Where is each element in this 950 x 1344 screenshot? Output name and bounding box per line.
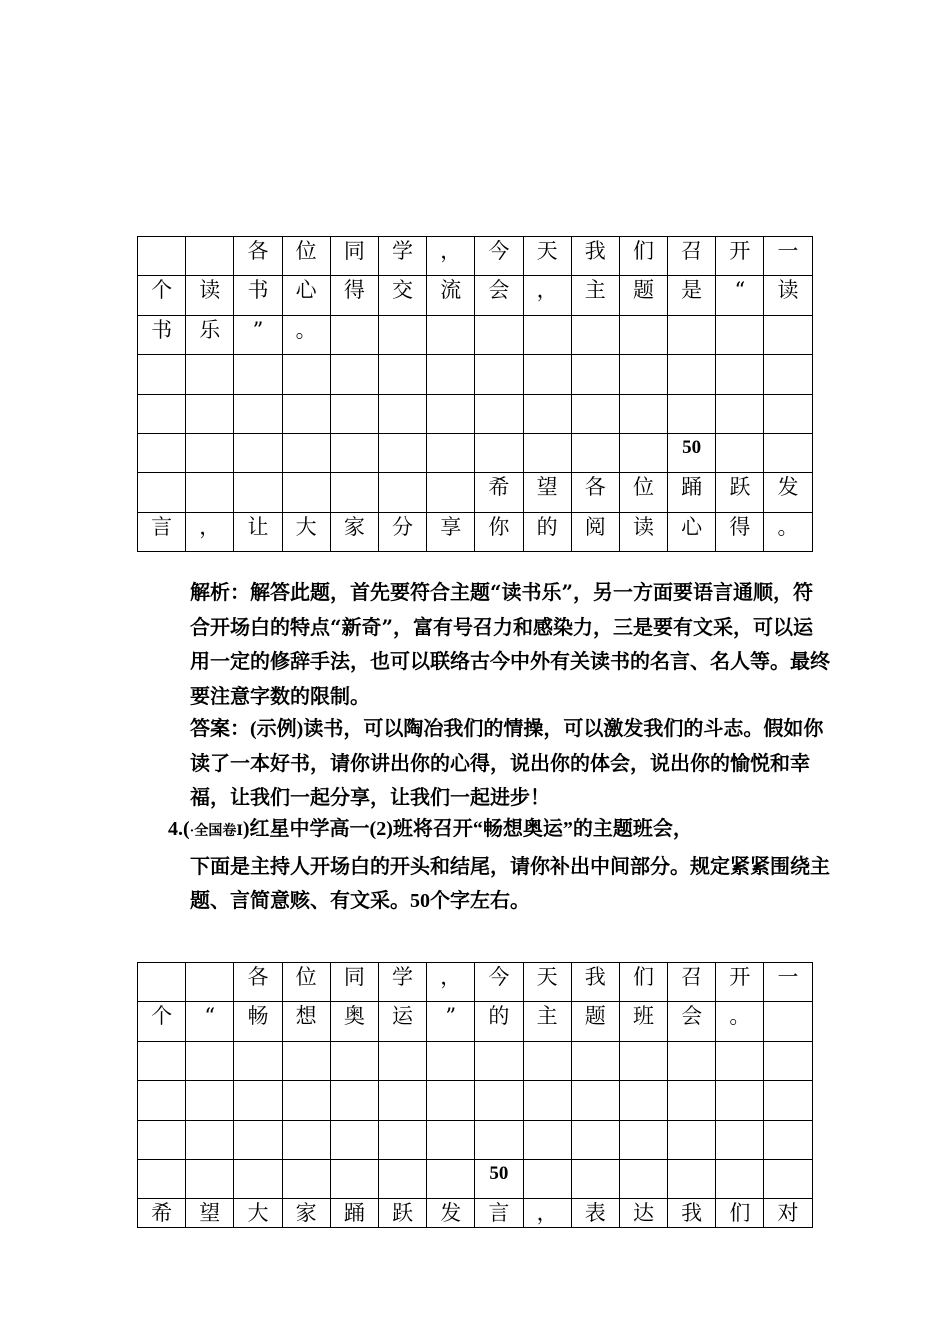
- grid-row: [138, 1002, 813, 1041]
- grid-row: [138, 355, 813, 394]
- question-number: 4.(: [168, 818, 190, 840]
- grid-cell: 望: [523, 473, 571, 512]
- grid-cell: [523, 1159, 571, 1198]
- grid-cell: [427, 1120, 475, 1159]
- grid-cell: ，: [186, 512, 234, 551]
- grid-cell: ，: [427, 963, 475, 1002]
- grid-cell: 我: [668, 1199, 716, 1228]
- grid-cell: [330, 1120, 378, 1159]
- grid-cell: 踊: [330, 1199, 378, 1228]
- grid-cell: 交: [378, 276, 426, 315]
- grid-cell: [571, 1081, 619, 1120]
- grid-cell: 一: [764, 963, 812, 1002]
- grid-cell: [619, 1159, 667, 1198]
- grid-cell: [716, 394, 764, 433]
- grid-cell: [427, 433, 475, 472]
- grid-cell: 学: [378, 963, 426, 1002]
- grid-cell: 让: [234, 512, 282, 551]
- grid-cell: [138, 1120, 186, 1159]
- grid-cell: 书: [234, 276, 282, 315]
- grid-cell: 是: [668, 276, 716, 315]
- grid-cell: [764, 355, 812, 394]
- grid-cell: ，: [523, 1199, 571, 1228]
- grid-cell: [378, 1041, 426, 1080]
- grid-cell: [571, 1041, 619, 1080]
- grid-cell: 发: [427, 1199, 475, 1228]
- grid-cell: [619, 1120, 667, 1159]
- grid-row: [138, 1081, 813, 1120]
- grid-cell: 希: [475, 473, 523, 512]
- grid-cell: 运: [378, 1002, 426, 1041]
- grid-cell: [234, 1041, 282, 1080]
- answer-label: 答案：: [190, 718, 250, 740]
- grid-cell: ”: [427, 1002, 475, 1041]
- grid-cell: [668, 1120, 716, 1159]
- grid-cell: 享: [427, 512, 475, 551]
- question-line1: )红星中学高一(2)班将召开“畅想奥运”的主题班会，: [242, 818, 693, 840]
- grid-cell: 我: [571, 237, 619, 276]
- grid-cell: [523, 394, 571, 433]
- grid-cell: [378, 473, 426, 512]
- analysis-paragraph: [190, 575, 830, 713]
- grid-cell: [378, 315, 426, 354]
- grid-cell: 读: [619, 512, 667, 551]
- grid-cell: [619, 315, 667, 354]
- grid-cell: [282, 433, 330, 472]
- grid-cell: [764, 1159, 812, 1198]
- grid-cell: 召: [668, 237, 716, 276]
- grid-cell: [668, 1041, 716, 1080]
- grid-cell: 今: [475, 963, 523, 1002]
- grid-cell: 的: [523, 512, 571, 551]
- grid-cell: [282, 473, 330, 512]
- grid-cell: [234, 355, 282, 394]
- grid-cell: [138, 355, 186, 394]
- grid-cell: 个: [138, 1002, 186, 1041]
- grid-row: [138, 1120, 813, 1159]
- grid-cell: [234, 1159, 282, 1198]
- grid-cell: 天: [523, 237, 571, 276]
- grid-cell: ”: [234, 315, 282, 354]
- grid-cell: 召: [668, 963, 716, 1002]
- grid-cell: [716, 355, 764, 394]
- grid-cell: 心: [282, 276, 330, 315]
- grid-cell: 对: [764, 1199, 812, 1228]
- grid-cell: [138, 1081, 186, 1120]
- grid-cell: [523, 433, 571, 472]
- grid-cell: “: [716, 276, 764, 315]
- grid-cell: [378, 433, 426, 472]
- grid-cell: 踊: [668, 473, 716, 512]
- grid-cell: [427, 1081, 475, 1120]
- grid-cell: [716, 1041, 764, 1080]
- grid-cell: 各: [234, 963, 282, 1002]
- grid-cell: [523, 1041, 571, 1080]
- grid-cell: [282, 1120, 330, 1159]
- grid-cell: [330, 1041, 378, 1080]
- grid-cell: 流: [427, 276, 475, 315]
- grid-cell: [186, 1081, 234, 1120]
- grid-cell: 达: [619, 1199, 667, 1228]
- grid-row: [138, 473, 813, 512]
- grid-cell: 各: [234, 237, 282, 276]
- grid-cell: [186, 1041, 234, 1080]
- grid-cell: [186, 1120, 234, 1159]
- grid-cell: [378, 1159, 426, 1198]
- grid-cell: [330, 394, 378, 433]
- grid-cell: [523, 1081, 571, 1120]
- question-4: [168, 812, 830, 919]
- grid-cell: [668, 355, 716, 394]
- grid-cell: [571, 355, 619, 394]
- grid-cell: 个: [138, 276, 186, 315]
- grid-cell: 主: [523, 1002, 571, 1041]
- grid-cell: 得: [330, 276, 378, 315]
- grid-cell: 读: [764, 276, 812, 315]
- grid-cell: [282, 1041, 330, 1080]
- grid-cell: 家: [282, 1199, 330, 1228]
- grid-cell: [330, 473, 378, 512]
- grid-cell: [330, 355, 378, 394]
- grid-cell: [138, 1041, 186, 1080]
- grid-cell: 奥: [330, 1002, 378, 1041]
- grid-cell: [138, 1159, 186, 1198]
- grid-cell: 们: [716, 1199, 764, 1228]
- grid-cell: 你: [475, 512, 523, 551]
- grid-cell: 望: [186, 1199, 234, 1228]
- grid-cell: [619, 1081, 667, 1120]
- grid-cell: 乐: [186, 315, 234, 354]
- grid-cell: ，: [427, 237, 475, 276]
- question-text: 下面是主持人开场白的开头和结尾，请你补出中间部分。规定紧紧围绕主题、言简意赅、有文采。50个字左右。: [190, 855, 830, 912]
- grid-cell: [716, 433, 764, 472]
- grid-cell: [330, 1081, 378, 1120]
- grid-cell: 发: [764, 473, 812, 512]
- grid-cell: [668, 1081, 716, 1120]
- grid-cell: [716, 1159, 764, 1198]
- grid-cell: [186, 1159, 234, 1198]
- analysis-label: 解析：: [190, 580, 250, 604]
- grid-cell: 得: [716, 512, 764, 551]
- grid-cell: [138, 237, 186, 276]
- grid-row: [138, 512, 813, 551]
- grid-cell: [427, 1159, 475, 1198]
- grid-cell: 开: [716, 237, 764, 276]
- grid-row: [138, 433, 813, 472]
- grid-row: [138, 1041, 813, 1080]
- grid-cell: [764, 1081, 812, 1120]
- grid-cell: 。: [282, 315, 330, 354]
- grid-cell: 位: [282, 237, 330, 276]
- grid-cell: [282, 394, 330, 433]
- grid-row: [138, 315, 813, 354]
- writing-grid-2: [137, 962, 813, 1228]
- grid-cell: [571, 433, 619, 472]
- grid-cell: [764, 315, 812, 354]
- grid-cell: [668, 1159, 716, 1198]
- grid-cell: [475, 1081, 523, 1120]
- grid-cell: 题: [571, 1002, 619, 1041]
- grid-cell: [186, 355, 234, 394]
- grid-cell: [764, 394, 812, 433]
- grid-cell: [716, 1081, 764, 1120]
- grid-row: [138, 237, 813, 276]
- grid-cell: 言: [138, 512, 186, 551]
- grid-row: [138, 1199, 813, 1228]
- grid-cell: [523, 355, 571, 394]
- answer-paragraph: [190, 712, 830, 816]
- grid-cell: 跃: [378, 1199, 426, 1228]
- grid-cell: [619, 433, 667, 472]
- grid-cell: [378, 355, 426, 394]
- grid-cell: [138, 433, 186, 472]
- grid-cell: 位: [619, 473, 667, 512]
- grid-cell: [186, 473, 234, 512]
- grid-cell: [475, 355, 523, 394]
- grid-cell: [138, 473, 186, 512]
- grid-cell: “: [186, 1002, 234, 1041]
- grid-cell: [619, 355, 667, 394]
- grid-cell: 们: [619, 963, 667, 1002]
- grid-cell: 题: [619, 276, 667, 315]
- grid-cell: [234, 473, 282, 512]
- question-source: ·全国卷Ⅰ: [189, 824, 243, 839]
- grid-cell: [282, 1159, 330, 1198]
- grid-cell: ，: [523, 276, 571, 315]
- grid-cell: [619, 394, 667, 433]
- grid-cell: [330, 315, 378, 354]
- grid-cell: [234, 1120, 282, 1159]
- grid-cell: 位: [282, 963, 330, 1002]
- grid-cell: 同: [330, 237, 378, 276]
- grid-cell: 今: [475, 237, 523, 276]
- grid-cell: [330, 1159, 378, 1198]
- grid-cell: 同: [330, 963, 378, 1002]
- grid-cell: [475, 1041, 523, 1080]
- grid-cell: 50: [475, 1159, 523, 1198]
- grid-cell: [716, 315, 764, 354]
- grid-cell: [282, 355, 330, 394]
- grid-row: [138, 394, 813, 433]
- grid-cell: [427, 394, 475, 433]
- grid-cell: [186, 433, 234, 472]
- grid-cell: 心: [668, 512, 716, 551]
- grid-cell: [571, 1120, 619, 1159]
- grid-cell: 会: [668, 1002, 716, 1041]
- grid-cell: [571, 1159, 619, 1198]
- grid-cell: 学: [378, 237, 426, 276]
- grid-cell: [282, 1081, 330, 1120]
- grid-cell: 50: [668, 433, 716, 472]
- grid-cell: 家: [330, 512, 378, 551]
- grid-cell: [234, 394, 282, 433]
- grid-cell: [427, 355, 475, 394]
- grid-cell: [427, 473, 475, 512]
- grid-cell: 希: [138, 1199, 186, 1228]
- grid-cell: [475, 1120, 523, 1159]
- grid-cell: [764, 1002, 812, 1041]
- grid-cell: 畅: [234, 1002, 282, 1041]
- grid-cell: 各: [571, 473, 619, 512]
- grid-cell: 言: [475, 1199, 523, 1228]
- answer-text: (示例)读书，可以陶冶我们的情操，可以激发我们的斗志。假如你读了一本好书，请你讲出你的心得，说出你的体会，说出你的愉悦和幸福，让我们一起分享，让我们一起进步！: [190, 718, 824, 809]
- grid-cell: [138, 963, 186, 1002]
- grid-cell: 班: [619, 1002, 667, 1041]
- grid-cell: 跃: [716, 473, 764, 512]
- grid-cell: [234, 1081, 282, 1120]
- grid-cell: [186, 963, 234, 1002]
- grid-cell: 我: [571, 963, 619, 1002]
- grid-cell: [764, 1120, 812, 1159]
- grid-cell: [186, 394, 234, 433]
- grid-cell: 想: [282, 1002, 330, 1041]
- grid-cell: [427, 315, 475, 354]
- analysis-text: 解答此题，首先要符合主题“读书乐”，另一方面要语言通顺，符合开场白的特点“新奇”，富有号召力和感染力，三是要有文采，可以运用一定的修辞手法，也可以联络古今中外有关读书的名言、名人等。最终要注意字数的限制。: [190, 580, 830, 708]
- grid-cell: [186, 237, 234, 276]
- grid-cell: 表: [571, 1199, 619, 1228]
- grid-cell: [475, 315, 523, 354]
- grid-cell: 的: [475, 1002, 523, 1041]
- grid-cell: 一: [764, 237, 812, 276]
- grid-cell: [571, 315, 619, 354]
- grid-cell: [668, 394, 716, 433]
- grid-cell: [571, 394, 619, 433]
- grid-cell: [330, 433, 378, 472]
- grid-cell: [427, 1041, 475, 1080]
- writing-grid-1: [137, 236, 813, 552]
- grid-cell: [668, 315, 716, 354]
- grid-row: [138, 276, 813, 315]
- grid-cell: 书: [138, 315, 186, 354]
- grid-row: [138, 963, 813, 1002]
- grid-cell: [378, 1120, 426, 1159]
- grid-cell: [475, 433, 523, 472]
- grid-cell: 。: [764, 512, 812, 551]
- grid-cell: [475, 394, 523, 433]
- grid-cell: 阅: [571, 512, 619, 551]
- grid-cell: 分: [378, 512, 426, 551]
- grid-cell: [378, 394, 426, 433]
- grid-cell: [619, 1041, 667, 1080]
- grid-cell: [138, 394, 186, 433]
- grid-cell: [764, 433, 812, 472]
- grid-cell: [764, 1041, 812, 1080]
- grid-cell: [716, 1120, 764, 1159]
- grid-cell: 。: [716, 1002, 764, 1041]
- grid-cell: 读: [186, 276, 234, 315]
- grid-cell: [378, 1081, 426, 1120]
- grid-cell: 大: [234, 1199, 282, 1228]
- grid-cell: 开: [716, 963, 764, 1002]
- grid-cell: 主: [571, 276, 619, 315]
- grid-cell: [523, 315, 571, 354]
- grid-cell: 天: [523, 963, 571, 1002]
- grid-cell: [523, 1120, 571, 1159]
- grid-cell: 大: [282, 512, 330, 551]
- grid-row: [138, 1159, 813, 1198]
- grid-cell: [234, 433, 282, 472]
- grid-cell: 们: [619, 237, 667, 276]
- grid-cell: 会: [475, 276, 523, 315]
